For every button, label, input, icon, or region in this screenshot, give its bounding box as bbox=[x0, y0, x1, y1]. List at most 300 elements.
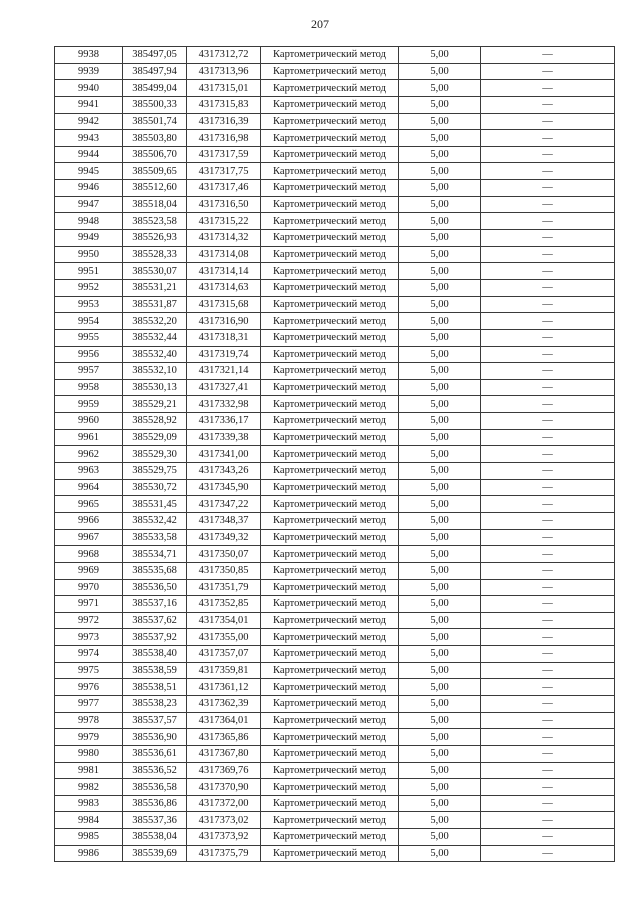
error-cell: 5,00 bbox=[399, 845, 481, 862]
method-cell: Картометрический метод bbox=[261, 679, 399, 696]
x-coordinate-cell: 385531,45 bbox=[123, 496, 187, 513]
y-coordinate-cell: 4317315,68 bbox=[187, 296, 261, 313]
method-cell: Картометрический метод bbox=[261, 762, 399, 779]
method-cell: Картометрический метод bbox=[261, 130, 399, 147]
note-cell: — bbox=[481, 762, 615, 779]
point-number-cell: 9980 bbox=[55, 745, 123, 762]
y-coordinate-cell: 4317370,90 bbox=[187, 779, 261, 796]
method-cell: Картометрический метод bbox=[261, 230, 399, 247]
point-number-cell: 9965 bbox=[55, 496, 123, 513]
note-cell: — bbox=[481, 80, 615, 97]
error-cell: 5,00 bbox=[399, 795, 481, 812]
note-cell: — bbox=[481, 729, 615, 746]
method-cell: Картометрический метод bbox=[261, 346, 399, 363]
table-row bbox=[55, 130, 615, 147]
point-number-cell: 9964 bbox=[55, 479, 123, 496]
x-coordinate-cell: 385533,58 bbox=[123, 529, 187, 546]
table-row bbox=[55, 163, 615, 180]
x-coordinate-cell: 385501,74 bbox=[123, 113, 187, 130]
table-row bbox=[55, 479, 615, 496]
note-cell: — bbox=[481, 329, 615, 346]
note-cell: — bbox=[481, 63, 615, 80]
table-row bbox=[55, 729, 615, 746]
method-cell: Картометрический метод bbox=[261, 779, 399, 796]
point-number-cell: 9977 bbox=[55, 695, 123, 712]
table-row bbox=[55, 463, 615, 480]
point-number-cell: 9956 bbox=[55, 346, 123, 363]
note-cell: — bbox=[481, 429, 615, 446]
method-cell: Картометрический метод bbox=[261, 579, 399, 596]
error-cell: 5,00 bbox=[399, 829, 481, 846]
error-cell: 5,00 bbox=[399, 729, 481, 746]
y-coordinate-cell: 4317365,86 bbox=[187, 729, 261, 746]
table-row bbox=[55, 363, 615, 380]
method-cell: Картометрический метод bbox=[261, 546, 399, 563]
method-cell: Картометрический метод bbox=[261, 279, 399, 296]
x-coordinate-cell: 385528,92 bbox=[123, 413, 187, 430]
x-coordinate-cell: 385531,21 bbox=[123, 279, 187, 296]
y-coordinate-cell: 4317317,59 bbox=[187, 146, 261, 163]
y-coordinate-cell: 4317316,50 bbox=[187, 196, 261, 213]
table-row bbox=[55, 246, 615, 263]
note-cell: — bbox=[481, 579, 615, 596]
note-cell: — bbox=[481, 413, 615, 430]
table-row bbox=[55, 279, 615, 296]
y-coordinate-cell: 4317343,26 bbox=[187, 463, 261, 480]
note-cell: — bbox=[481, 646, 615, 663]
point-number-cell: 9954 bbox=[55, 313, 123, 330]
x-coordinate-cell: 385532,42 bbox=[123, 512, 187, 529]
note-cell: — bbox=[481, 745, 615, 762]
y-coordinate-cell: 4317352,85 bbox=[187, 596, 261, 613]
x-coordinate-cell: 385534,71 bbox=[123, 546, 187, 563]
table-row bbox=[55, 779, 615, 796]
table-row bbox=[55, 712, 615, 729]
error-cell: 5,00 bbox=[399, 230, 481, 247]
error-cell: 5,00 bbox=[399, 196, 481, 213]
table-row bbox=[55, 413, 615, 430]
table-row bbox=[55, 313, 615, 330]
table-row bbox=[55, 180, 615, 197]
note-cell: — bbox=[481, 313, 615, 330]
y-coordinate-cell: 4317367,80 bbox=[187, 745, 261, 762]
method-cell: Картометрический метод bbox=[261, 812, 399, 829]
error-cell: 5,00 bbox=[399, 346, 481, 363]
point-number-cell: 9938 bbox=[55, 47, 123, 64]
point-number-cell: 9962 bbox=[55, 446, 123, 463]
table-row bbox=[55, 63, 615, 80]
y-coordinate-cell: 4317345,90 bbox=[187, 479, 261, 496]
point-number-cell: 9951 bbox=[55, 263, 123, 280]
y-coordinate-cell: 4317316,90 bbox=[187, 313, 261, 330]
x-coordinate-cell: 385539,69 bbox=[123, 845, 187, 862]
note-cell: — bbox=[481, 596, 615, 613]
y-coordinate-cell: 4317350,85 bbox=[187, 562, 261, 579]
method-cell: Картометрический метод bbox=[261, 745, 399, 762]
point-number-cell: 9963 bbox=[55, 463, 123, 480]
table-row bbox=[55, 213, 615, 230]
y-coordinate-cell: 4317347,22 bbox=[187, 496, 261, 513]
error-cell: 5,00 bbox=[399, 63, 481, 80]
note-cell: — bbox=[481, 695, 615, 712]
method-cell: Картометрический метод bbox=[261, 296, 399, 313]
method-cell: Картометрический метод bbox=[261, 845, 399, 862]
table-row bbox=[55, 329, 615, 346]
table-row bbox=[55, 230, 615, 247]
method-cell: Картометрический метод bbox=[261, 612, 399, 629]
x-coordinate-cell: 385538,23 bbox=[123, 695, 187, 712]
y-coordinate-cell: 4317314,14 bbox=[187, 263, 261, 280]
method-cell: Картометрический метод bbox=[261, 196, 399, 213]
method-cell: Картометрический метод bbox=[261, 562, 399, 579]
x-coordinate-cell: 385532,44 bbox=[123, 329, 187, 346]
error-cell: 5,00 bbox=[399, 80, 481, 97]
error-cell: 5,00 bbox=[399, 396, 481, 413]
point-number-cell: 9942 bbox=[55, 113, 123, 130]
method-cell: Картометрический метод bbox=[261, 496, 399, 513]
error-cell: 5,00 bbox=[399, 596, 481, 613]
x-coordinate-cell: 385523,58 bbox=[123, 213, 187, 230]
y-coordinate-cell: 4317350,07 bbox=[187, 546, 261, 563]
y-coordinate-cell: 4317339,38 bbox=[187, 429, 261, 446]
note-cell: — bbox=[481, 795, 615, 812]
method-cell: Картометрический метод bbox=[261, 695, 399, 712]
error-cell: 5,00 bbox=[399, 562, 481, 579]
y-coordinate-cell: 4317316,98 bbox=[187, 130, 261, 147]
point-number-cell: 9961 bbox=[55, 429, 123, 446]
x-coordinate-cell: 385535,68 bbox=[123, 562, 187, 579]
y-coordinate-cell: 4317314,63 bbox=[187, 279, 261, 296]
point-number-cell: 9984 bbox=[55, 812, 123, 829]
table-row bbox=[55, 196, 615, 213]
note-cell: — bbox=[481, 130, 615, 147]
y-coordinate-cell: 4317317,75 bbox=[187, 163, 261, 180]
point-number-cell: 9970 bbox=[55, 579, 123, 596]
method-cell: Картометрический метод bbox=[261, 96, 399, 113]
y-coordinate-cell: 4317359,81 bbox=[187, 662, 261, 679]
x-coordinate-cell: 385531,87 bbox=[123, 296, 187, 313]
y-coordinate-cell: 4317357,07 bbox=[187, 646, 261, 663]
point-number-cell: 9985 bbox=[55, 829, 123, 846]
method-cell: Картометрический метод bbox=[261, 246, 399, 263]
error-cell: 5,00 bbox=[399, 629, 481, 646]
error-cell: 5,00 bbox=[399, 779, 481, 796]
method-cell: Картометрический метод bbox=[261, 712, 399, 729]
point-number-cell: 9955 bbox=[55, 329, 123, 346]
point-number-cell: 9948 bbox=[55, 213, 123, 230]
x-coordinate-cell: 385538,40 bbox=[123, 646, 187, 663]
point-number-cell: 9940 bbox=[55, 80, 123, 97]
x-coordinate-cell: 385506,70 bbox=[123, 146, 187, 163]
note-cell: — bbox=[481, 96, 615, 113]
error-cell: 5,00 bbox=[399, 695, 481, 712]
method-cell: Картометрический метод bbox=[261, 63, 399, 80]
table-row bbox=[55, 113, 615, 130]
x-coordinate-cell: 385536,50 bbox=[123, 579, 187, 596]
error-cell: 5,00 bbox=[399, 612, 481, 629]
method-cell: Картометрический метод bbox=[261, 263, 399, 280]
x-coordinate-cell: 385532,20 bbox=[123, 313, 187, 330]
error-cell: 5,00 bbox=[399, 812, 481, 829]
point-number-cell: 9950 bbox=[55, 246, 123, 263]
point-number-cell: 9959 bbox=[55, 396, 123, 413]
method-cell: Картометрический метод bbox=[261, 529, 399, 546]
point-number-cell: 9974 bbox=[55, 646, 123, 663]
table-row bbox=[55, 812, 615, 829]
y-coordinate-cell: 4317369,76 bbox=[187, 762, 261, 779]
point-number-cell: 9960 bbox=[55, 413, 123, 430]
x-coordinate-cell: 385537,36 bbox=[123, 812, 187, 829]
point-number-cell: 9976 bbox=[55, 679, 123, 696]
x-coordinate-cell: 385536,58 bbox=[123, 779, 187, 796]
x-coordinate-cell: 385512,60 bbox=[123, 180, 187, 197]
error-cell: 5,00 bbox=[399, 546, 481, 563]
note-cell: — bbox=[481, 463, 615, 480]
table-row bbox=[55, 529, 615, 546]
point-number-cell: 9986 bbox=[55, 845, 123, 862]
x-coordinate-cell: 385499,04 bbox=[123, 80, 187, 97]
x-coordinate-cell: 385503,80 bbox=[123, 130, 187, 147]
y-coordinate-cell: 4317332,98 bbox=[187, 396, 261, 413]
error-cell: 5,00 bbox=[399, 745, 481, 762]
y-coordinate-cell: 4317314,32 bbox=[187, 230, 261, 247]
point-number-cell: 9939 bbox=[55, 63, 123, 80]
error-cell: 5,00 bbox=[399, 429, 481, 446]
note-cell: — bbox=[481, 113, 615, 130]
y-coordinate-cell: 4317373,02 bbox=[187, 812, 261, 829]
note-cell: — bbox=[481, 379, 615, 396]
y-coordinate-cell: 4317351,79 bbox=[187, 579, 261, 596]
table-row bbox=[55, 579, 615, 596]
y-coordinate-cell: 4317341,00 bbox=[187, 446, 261, 463]
x-coordinate-cell: 385526,93 bbox=[123, 230, 187, 247]
error-cell: 5,00 bbox=[399, 313, 481, 330]
point-number-cell: 9973 bbox=[55, 629, 123, 646]
note-cell: — bbox=[481, 496, 615, 513]
x-coordinate-cell: 385536,52 bbox=[123, 762, 187, 779]
y-coordinate-cell: 4317375,79 bbox=[187, 845, 261, 862]
x-coordinate-cell: 385529,30 bbox=[123, 446, 187, 463]
x-coordinate-cell: 385529,21 bbox=[123, 396, 187, 413]
x-coordinate-cell: 385532,10 bbox=[123, 363, 187, 380]
y-coordinate-cell: 4317315,83 bbox=[187, 96, 261, 113]
note-cell: — bbox=[481, 246, 615, 263]
error-cell: 5,00 bbox=[399, 363, 481, 380]
table-row bbox=[55, 662, 615, 679]
method-cell: Картометрический метод bbox=[261, 829, 399, 846]
table-row bbox=[55, 845, 615, 862]
method-cell: Картометрический метод bbox=[261, 795, 399, 812]
x-coordinate-cell: 385536,86 bbox=[123, 795, 187, 812]
error-cell: 5,00 bbox=[399, 496, 481, 513]
note-cell: — bbox=[481, 363, 615, 380]
table-row bbox=[55, 629, 615, 646]
y-coordinate-cell: 4317315,01 bbox=[187, 80, 261, 97]
point-number-cell: 9966 bbox=[55, 512, 123, 529]
note-cell: — bbox=[481, 512, 615, 529]
error-cell: 5,00 bbox=[399, 130, 481, 147]
y-coordinate-cell: 4317318,31 bbox=[187, 329, 261, 346]
method-cell: Картометрический метод bbox=[261, 446, 399, 463]
note-cell: — bbox=[481, 812, 615, 829]
y-coordinate-cell: 4317364,01 bbox=[187, 712, 261, 729]
x-coordinate-cell: 385529,09 bbox=[123, 429, 187, 446]
y-coordinate-cell: 4317314,08 bbox=[187, 246, 261, 263]
coordinates-table bbox=[54, 46, 615, 862]
x-coordinate-cell: 385530,13 bbox=[123, 379, 187, 396]
point-number-cell: 9945 bbox=[55, 163, 123, 180]
note-cell: — bbox=[481, 845, 615, 862]
error-cell: 5,00 bbox=[399, 379, 481, 396]
note-cell: — bbox=[481, 679, 615, 696]
table-row bbox=[55, 762, 615, 779]
point-number-cell: 9972 bbox=[55, 612, 123, 629]
note-cell: — bbox=[481, 230, 615, 247]
point-number-cell: 9944 bbox=[55, 146, 123, 163]
method-cell: Картометрический метод bbox=[261, 47, 399, 64]
y-coordinate-cell: 4317319,74 bbox=[187, 346, 261, 363]
method-cell: Картометрический метод bbox=[261, 729, 399, 746]
y-coordinate-cell: 4317355,00 bbox=[187, 629, 261, 646]
error-cell: 5,00 bbox=[399, 762, 481, 779]
note-cell: — bbox=[481, 146, 615, 163]
error-cell: 5,00 bbox=[399, 712, 481, 729]
note-cell: — bbox=[481, 662, 615, 679]
error-cell: 5,00 bbox=[399, 329, 481, 346]
note-cell: — bbox=[481, 279, 615, 296]
method-cell: Картометрический метод bbox=[261, 313, 399, 330]
y-coordinate-cell: 4317354,01 bbox=[187, 612, 261, 629]
method-cell: Картометрический метод bbox=[261, 329, 399, 346]
point-number-cell: 9952 bbox=[55, 279, 123, 296]
note-cell: — bbox=[481, 213, 615, 230]
method-cell: Картометрический метод bbox=[261, 479, 399, 496]
point-number-cell: 9968 bbox=[55, 546, 123, 563]
method-cell: Картометрический метод bbox=[261, 429, 399, 446]
error-cell: 5,00 bbox=[399, 163, 481, 180]
table-row bbox=[55, 546, 615, 563]
method-cell: Картометрический метод bbox=[261, 80, 399, 97]
x-coordinate-cell: 385509,65 bbox=[123, 163, 187, 180]
x-coordinate-cell: 385497,05 bbox=[123, 47, 187, 64]
x-coordinate-cell: 385537,16 bbox=[123, 596, 187, 613]
point-number-cell: 9978 bbox=[55, 712, 123, 729]
method-cell: Картометрический метод bbox=[261, 213, 399, 230]
y-coordinate-cell: 4317316,39 bbox=[187, 113, 261, 130]
note-cell: — bbox=[481, 546, 615, 563]
error-cell: 5,00 bbox=[399, 479, 481, 496]
method-cell: Картометрический метод bbox=[261, 146, 399, 163]
table-row bbox=[55, 296, 615, 313]
table-row bbox=[55, 446, 615, 463]
method-cell: Картометрический метод bbox=[261, 113, 399, 130]
note-cell: — bbox=[481, 529, 615, 546]
method-cell: Картометрический метод bbox=[261, 180, 399, 197]
table-row bbox=[55, 795, 615, 812]
point-number-cell: 9941 bbox=[55, 96, 123, 113]
method-cell: Картометрический метод bbox=[261, 379, 399, 396]
note-cell: — bbox=[481, 396, 615, 413]
table-row bbox=[55, 146, 615, 163]
point-number-cell: 9958 bbox=[55, 379, 123, 396]
x-coordinate-cell: 385536,61 bbox=[123, 745, 187, 762]
x-coordinate-cell: 385537,62 bbox=[123, 612, 187, 629]
point-number-cell: 9969 bbox=[55, 562, 123, 579]
note-cell: — bbox=[481, 829, 615, 846]
method-cell: Картометрический метод bbox=[261, 662, 399, 679]
point-number-cell: 9971 bbox=[55, 596, 123, 613]
x-coordinate-cell: 385532,40 bbox=[123, 346, 187, 363]
point-number-cell: 9949 bbox=[55, 230, 123, 247]
note-cell: — bbox=[481, 163, 615, 180]
table-row bbox=[55, 346, 615, 363]
y-coordinate-cell: 4317348,37 bbox=[187, 512, 261, 529]
method-cell: Картометрический метод bbox=[261, 396, 399, 413]
method-cell: Картометрический метод bbox=[261, 512, 399, 529]
method-cell: Картометрический метод bbox=[261, 646, 399, 663]
point-number-cell: 9967 bbox=[55, 529, 123, 546]
x-coordinate-cell: 385529,75 bbox=[123, 463, 187, 480]
note-cell: — bbox=[481, 263, 615, 280]
point-number-cell: 9957 bbox=[55, 363, 123, 380]
error-cell: 5,00 bbox=[399, 296, 481, 313]
y-coordinate-cell: 4317313,96 bbox=[187, 63, 261, 80]
point-number-cell: 9981 bbox=[55, 762, 123, 779]
x-coordinate-cell: 385500,33 bbox=[123, 96, 187, 113]
error-cell: 5,00 bbox=[399, 512, 481, 529]
error-cell: 5,00 bbox=[399, 446, 481, 463]
note-cell: — bbox=[481, 479, 615, 496]
table-row bbox=[55, 96, 615, 113]
error-cell: 5,00 bbox=[399, 279, 481, 296]
error-cell: 5,00 bbox=[399, 246, 481, 263]
error-cell: 5,00 bbox=[399, 413, 481, 430]
y-coordinate-cell: 4317336,17 bbox=[187, 413, 261, 430]
error-cell: 5,00 bbox=[399, 662, 481, 679]
method-cell: Картометрический метод bbox=[261, 413, 399, 430]
point-number-cell: 9979 bbox=[55, 729, 123, 746]
point-number-cell: 9975 bbox=[55, 662, 123, 679]
x-coordinate-cell: 385497,94 bbox=[123, 63, 187, 80]
x-coordinate-cell: 385528,33 bbox=[123, 246, 187, 263]
x-coordinate-cell: 385538,04 bbox=[123, 829, 187, 846]
x-coordinate-cell: 385537,57 bbox=[123, 712, 187, 729]
table-row bbox=[55, 429, 615, 446]
error-cell: 5,00 bbox=[399, 646, 481, 663]
y-coordinate-cell: 4317312,72 bbox=[187, 47, 261, 64]
x-coordinate-cell: 385537,92 bbox=[123, 629, 187, 646]
table-row bbox=[55, 562, 615, 579]
page-number: 207 bbox=[311, 17, 329, 31]
note-cell: — bbox=[481, 712, 615, 729]
note-cell: — bbox=[481, 346, 615, 363]
note-cell: — bbox=[481, 180, 615, 197]
table-body bbox=[55, 47, 615, 862]
x-coordinate-cell: 385538,51 bbox=[123, 679, 187, 696]
y-coordinate-cell: 4317321,14 bbox=[187, 363, 261, 380]
table-row bbox=[55, 745, 615, 762]
method-cell: Картометрический метод bbox=[261, 629, 399, 646]
point-number-cell: 9983 bbox=[55, 795, 123, 812]
y-coordinate-cell: 4317349,32 bbox=[187, 529, 261, 546]
point-number-cell: 9943 bbox=[55, 130, 123, 147]
table-row bbox=[55, 829, 615, 846]
note-cell: — bbox=[481, 629, 615, 646]
y-coordinate-cell: 4317361,12 bbox=[187, 679, 261, 696]
y-coordinate-cell: 4317317,46 bbox=[187, 180, 261, 197]
method-cell: Картометрический метод bbox=[261, 463, 399, 480]
x-coordinate-cell: 385530,72 bbox=[123, 479, 187, 496]
